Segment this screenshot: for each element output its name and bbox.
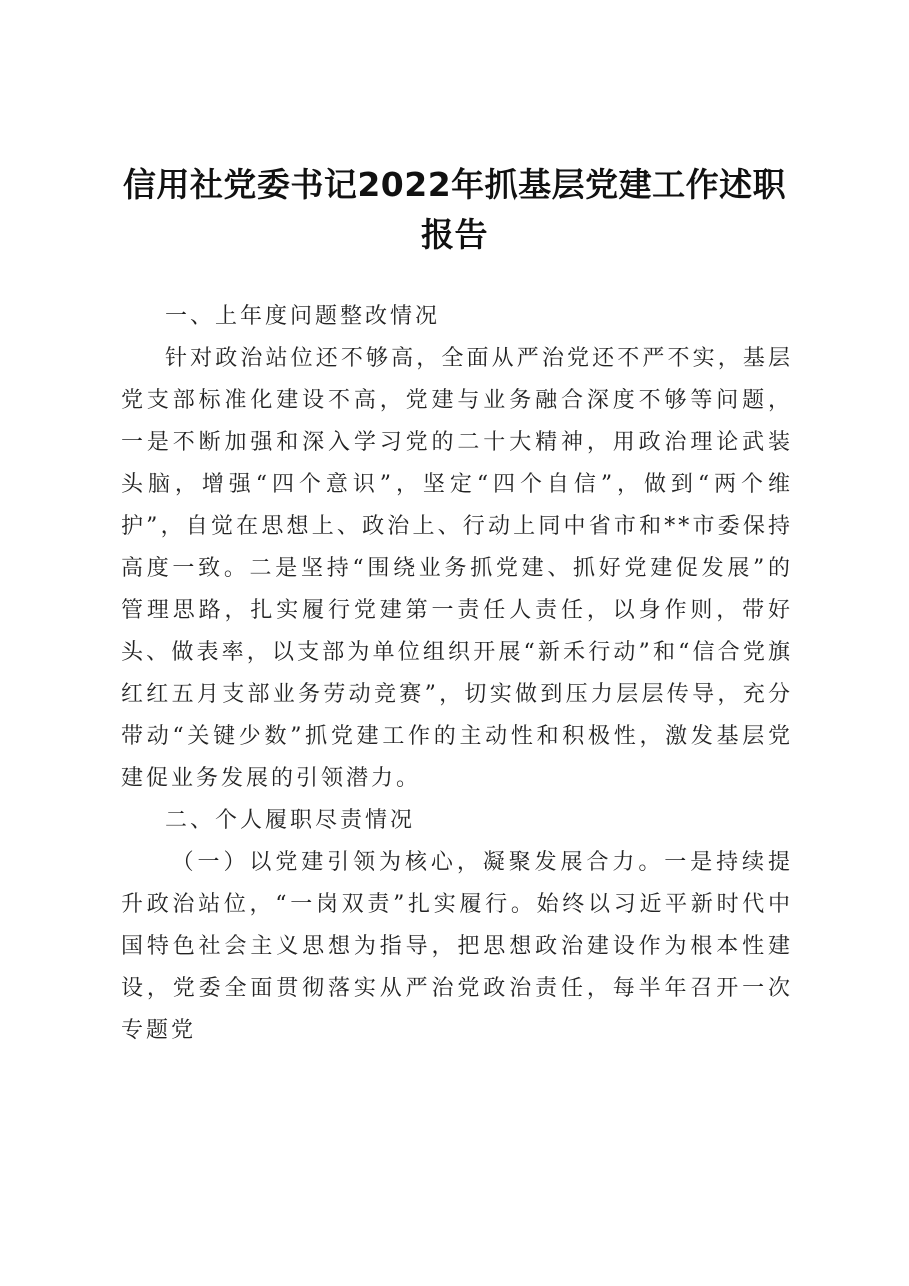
document-title-line-2: 报告 [421,215,488,254]
document-title [100,160,809,260]
document-title-line-1: 信用社党委书记2022年抓基层党建工作述职 [122,165,787,204]
section-heading-1: 一、上年度问题整改情况 [165,304,441,329]
paragraph-1: 针对政治站位还不够高，全面从严治党还不严不实，基层党支部标准化建设不高，党建与业务融合深度不够等问题，一是不断加强和深入学习党的二十大精神，用政治理论武装头脑，增强“四个意识”，坚定“四个自信”，做到“两个维护”，自觉在思想上、政治上、行动上同中省市和**市委保持高度一致。二是坚持“围绕业务抓党建、抓好党建促发展”的管理思路，扎实履行党建第一责任人责任，以身作则，带好头、做表率，以支部为单位组织开展“新禾行动”和“信合党旗红红五月支部业务劳动竞赛”，切实做到压力层层传导，充分带动“关键少数”抓党建工作的主动性和积极性，激发基层党建促业务发展的引领潜力。 [121,346,793,791]
document-body [121,296,793,1052]
paragraph-2: （一）以党建引领为核心，凝聚发展合力。一是持续提升政治站位，“一岗双责”扎实履行。始终以习近平新时代中国特色社会主义思想为指导，把思想政治建设作为根本性建设，党委全面贯彻落实从严治党政治责任，每半年召开一次专题党 [121,850,793,1043]
section-heading-2: 二、个人履职尽责情况 [165,808,416,833]
